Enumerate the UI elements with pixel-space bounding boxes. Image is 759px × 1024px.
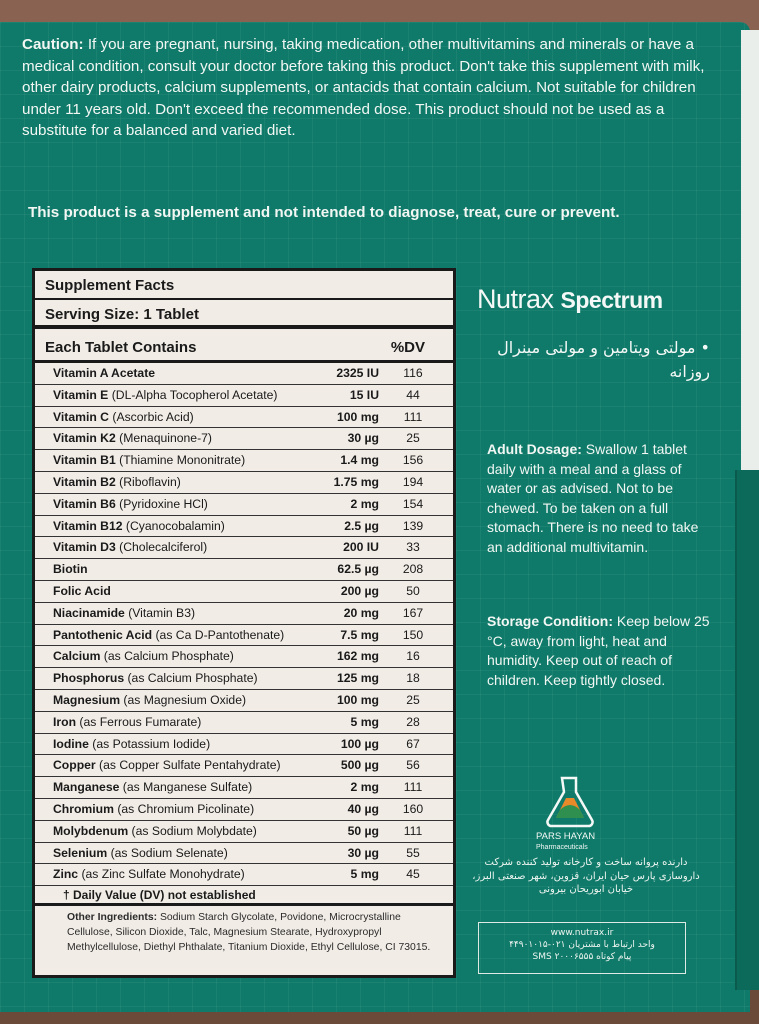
nutrient-name: Biotin	[53, 562, 88, 577]
table-row	[35, 472, 453, 494]
nutrient-amount: 1.75 mg	[333, 474, 379, 489]
nutrient-amount: 162 mg	[336, 649, 379, 664]
nutrient-dv: 154	[402, 496, 424, 511]
storage-text	[487, 612, 712, 690]
table-row	[35, 537, 453, 559]
facts-rows	[35, 363, 453, 886]
facts-title: Supplement Facts	[35, 271, 453, 300]
nutrient-amount: 30 µg	[347, 431, 379, 446]
disclaimer-text: This product is a supplement and not intended to diagnose, treat, cure or prevent.	[28, 204, 620, 221]
flask-logo-icon	[540, 774, 600, 830]
nutrient-amount: 100 mg	[336, 692, 379, 707]
nutrient-name: Zinc	[53, 867, 79, 882]
table-row	[35, 581, 453, 603]
nutrient-name: Iodine	[53, 736, 89, 751]
facts-column-header	[35, 329, 453, 363]
nutrient-name: Vitamin C	[53, 409, 109, 424]
caution-body: If you are pregnant, nursing, taking medication, other multivitamins and minerals or have a medical condition, consult your doctor before taking this product. Don't take this supplement with milk, other dairy products, calcium supplements, or antacids that contain calcium. Not suitable for children under 11 years old. Don't exceed the recommended dose. This product should not be used as a substitute for a balanced and varied diet.	[22, 36, 705, 139]
dosage-text	[487, 440, 707, 558]
nutrient-dv: 139	[402, 518, 424, 533]
nutrient-dv: 167	[402, 605, 424, 620]
manufacturer-sub: Pharmaceuticals	[536, 844, 588, 851]
nutrient-name: Vitamin D3	[53, 540, 116, 555]
nutrient-amount: 2.5 µg	[344, 518, 379, 533]
nutrient-dv: 111	[403, 823, 423, 838]
nutrient-dv: 116	[403, 366, 423, 380]
nutrient-dv: 67	[406, 736, 420, 751]
nutrient-dv: 33	[406, 540, 420, 555]
nutrient-source: (as Calcium Phosphate)	[124, 671, 258, 686]
brand-line: Spectrum	[560, 287, 663, 313]
table-row	[35, 668, 453, 690]
each-tablet-label: Each Tablet Contains	[45, 339, 197, 356]
nutrient-name: Vitamin B2	[53, 474, 116, 489]
manufacturer-name: PARS HAYAN	[536, 831, 596, 842]
nutrient-source: (Cyanocobalamin)	[122, 518, 225, 533]
nutrient-source: (Cholecalciferol)	[115, 540, 208, 555]
nutrient-source: (as Calcium Phosphate)	[100, 649, 234, 664]
nutrient-amount: 5 mg	[350, 867, 379, 882]
nutrient-amount: 5 mg	[350, 714, 379, 729]
contact-box	[478, 922, 686, 974]
nutrient-amount: 20 mg	[343, 605, 379, 620]
nutrient-amount: 500 µg	[340, 758, 379, 773]
nutrient-amount: 62.5 µg	[337, 562, 379, 577]
website: www.nutrax.ir	[550, 928, 614, 938]
nutrient-name: Magnesium	[53, 692, 121, 707]
nutrient-source: (as Manganese Sulfate)	[119, 780, 253, 795]
nutrient-source: (Thiamine Mononitrate)	[115, 453, 246, 468]
table-row	[35, 603, 453, 625]
nutrient-amount: 2 mg	[350, 780, 379, 795]
nutrient-amount: 1.4 mg	[340, 453, 379, 468]
table-row	[35, 646, 453, 668]
nutrient-name: Chromium	[53, 801, 114, 816]
caution-label: Caution:	[22, 36, 84, 53]
nutrient-amount: 200 IU	[343, 540, 379, 555]
table-row	[35, 777, 453, 799]
table-row	[35, 799, 453, 821]
nutrient-name: Pantothenic Acid	[53, 627, 153, 642]
nutrient-dv: 25	[406, 692, 420, 707]
other-ingredients	[35, 906, 453, 955]
nutrient-source: (as Chromium Picolinate)	[113, 801, 255, 816]
nutrient-source: (as Potassium Iodide)	[88, 736, 211, 751]
nutrient-name: Copper	[53, 758, 96, 773]
nutrient-source: (as Sodium Selenate)	[107, 845, 228, 860]
table-row	[35, 385, 453, 407]
nutrient-name: Selenium	[53, 845, 108, 860]
other-ingredients-text: Sodium Starch Glycolate, Povidone, Microcrystalline Cellulose, Silicon Dioxide, Talc, Magnesium Stearate, Hydroxypropyl Methylcellulose, Diethyl Phthalate, Titanium Dioxide, Ethyl Cellulose, CI 73015.	[67, 912, 431, 954]
nutrient-name: Calcium	[53, 649, 101, 664]
nutrient-dv: 50	[406, 583, 420, 598]
nutrient-source: (as Sodium Molybdate)	[128, 823, 257, 838]
dv-footnote: † Daily Value (DV) not established	[35, 886, 453, 906]
nutrient-name: Manganese	[53, 780, 120, 795]
nutrient-amount: 2 mg	[350, 496, 379, 511]
dv-header: %DV	[390, 339, 425, 356]
serving-size: Serving Size: 1 Tablet	[35, 300, 453, 329]
nutrient-dv: 56	[406, 758, 420, 773]
nutrient-amount: 40 µg	[347, 801, 379, 816]
nutrient-source: (as Ca D-Pantothenate)	[152, 627, 285, 642]
nutrient-dv: 150	[402, 627, 424, 642]
supplement-facts-panel	[32, 268, 456, 978]
nutrient-dv: 45	[406, 867, 420, 882]
table-row	[35, 625, 453, 647]
nutrient-dv: 111	[403, 409, 423, 424]
nutrient-dv: 208	[402, 562, 424, 577]
nutrient-name: Vitamin E	[53, 387, 109, 402]
nutrient-dv: 25	[406, 431, 420, 446]
sms-line: SMS پیام کوتاه ۲۰۰۰۶۵۵۵	[532, 952, 632, 962]
table-row	[35, 712, 453, 734]
table-row	[35, 843, 453, 865]
nutrient-amount: 100 mg	[336, 409, 379, 424]
other-ingredients-label: Other Ingredients:	[67, 912, 158, 924]
nutrient-source: (Pyridoxine HCl)	[115, 496, 208, 511]
table-row	[35, 407, 453, 429]
nutrient-dv: 160	[402, 801, 424, 816]
nutrient-name: Vitamin B1	[53, 453, 116, 468]
nutrient-source: (as Zinc Sulfate Monohydrate)	[78, 867, 245, 882]
nutrient-source: (Vitamin B3)	[124, 605, 196, 620]
nutrient-amount: 50 µg	[347, 823, 379, 838]
nutrient-source: (Menaquinone-7)	[115, 431, 212, 446]
nutrient-dv: 111	[403, 780, 423, 795]
nutrient-dv: 194	[402, 474, 424, 489]
nutrient-amount: 30 µg	[347, 845, 379, 860]
nutrient-name: Vitamin B12	[53, 518, 123, 533]
table-row	[35, 755, 453, 777]
nutrient-dv: 55	[406, 845, 420, 860]
nutrient-amount: 15 IU	[349, 387, 379, 402]
nutrient-name: Phosphorus	[53, 671, 125, 686]
table-row	[35, 494, 453, 516]
nutrient-source: (as Copper Sulfate Pentahydrate)	[95, 758, 281, 773]
table-row	[35, 734, 453, 756]
dosage-body: Swallow 1 tablet daily with a meal and a glass of water or as advised. Not to be chewed. To be taken on a full stomach. There is no need to take an additional multivitamin.	[487, 441, 699, 555]
table-row	[35, 821, 453, 843]
persian-address: دارنده پروانه ساخت و کارخانه تولید کننده شرکت داروسازی پارس حیان ایران، قزوین، شهر صنعتی البرز، خیابان ابوریحان بیرونی	[472, 857, 700, 895]
nutrient-source: (as Ferrous Fumarate)	[76, 714, 202, 729]
box-edge	[741, 30, 759, 470]
storage-label: Storage Condition:	[487, 613, 613, 629]
box-side-flap	[735, 470, 759, 990]
dosage-label: Adult Dosage:	[487, 441, 582, 457]
table-row	[35, 363, 453, 385]
nutrient-source: (as Magnesium Oxide)	[120, 692, 247, 707]
nutrient-dv: 16	[406, 649, 420, 664]
nutrient-amount: 100 µg	[340, 736, 379, 751]
table-row	[35, 690, 453, 712]
nutrient-source: (Riboflavin)	[115, 474, 181, 489]
nutrient-dv: 18	[406, 671, 420, 686]
caution-text	[22, 34, 712, 142]
brand-name: Nutrax	[477, 284, 554, 314]
manufacturer	[536, 831, 595, 853]
nutrient-source: (DL-Alpha Tocopherol Acetate)	[108, 387, 278, 402]
table-row	[35, 559, 453, 581]
nutrient-amount: 125 mg	[336, 671, 379, 686]
nutrient-amount: 200 µg	[340, 583, 379, 598]
nutrient-dv: 28	[406, 714, 420, 729]
storage-body: Keep below 25 °C, away from light, heat and humidity. Keep out of reach of children. Keep tightly closed.	[487, 613, 710, 688]
nutrient-name: Niacinamide	[53, 605, 125, 620]
nutrient-name: Vitamin B6	[53, 496, 116, 511]
nutrient-amount: 7.5 mg	[340, 627, 379, 642]
table-row	[35, 516, 453, 538]
nutrient-name: Iron	[53, 714, 77, 729]
nutrient-dv: 44	[406, 387, 420, 402]
persian-product-name: • مولتی ویتامین و مولتی مینرال روزانه	[497, 338, 710, 381]
table-row	[35, 450, 453, 472]
nutrient-amount: 2325 IU	[336, 366, 379, 380]
phone-line: واحد ارتباط با مشتریان ۰۲۱-۴۴۹۰۱۰۱۵	[509, 940, 655, 950]
table-row	[35, 428, 453, 450]
nutrient-source: (Ascorbic Acid)	[109, 409, 194, 424]
brand-logo	[477, 284, 663, 315]
nutrient-name: Vitamin A Acetate	[53, 366, 156, 380]
table-row	[35, 864, 453, 886]
nutrient-name: Folic Acid	[53, 583, 111, 598]
nutrient-name: Molybdenum	[53, 823, 129, 838]
nutrient-dv: 156	[402, 453, 424, 468]
nutrient-name: Vitamin K2	[53, 431, 116, 446]
